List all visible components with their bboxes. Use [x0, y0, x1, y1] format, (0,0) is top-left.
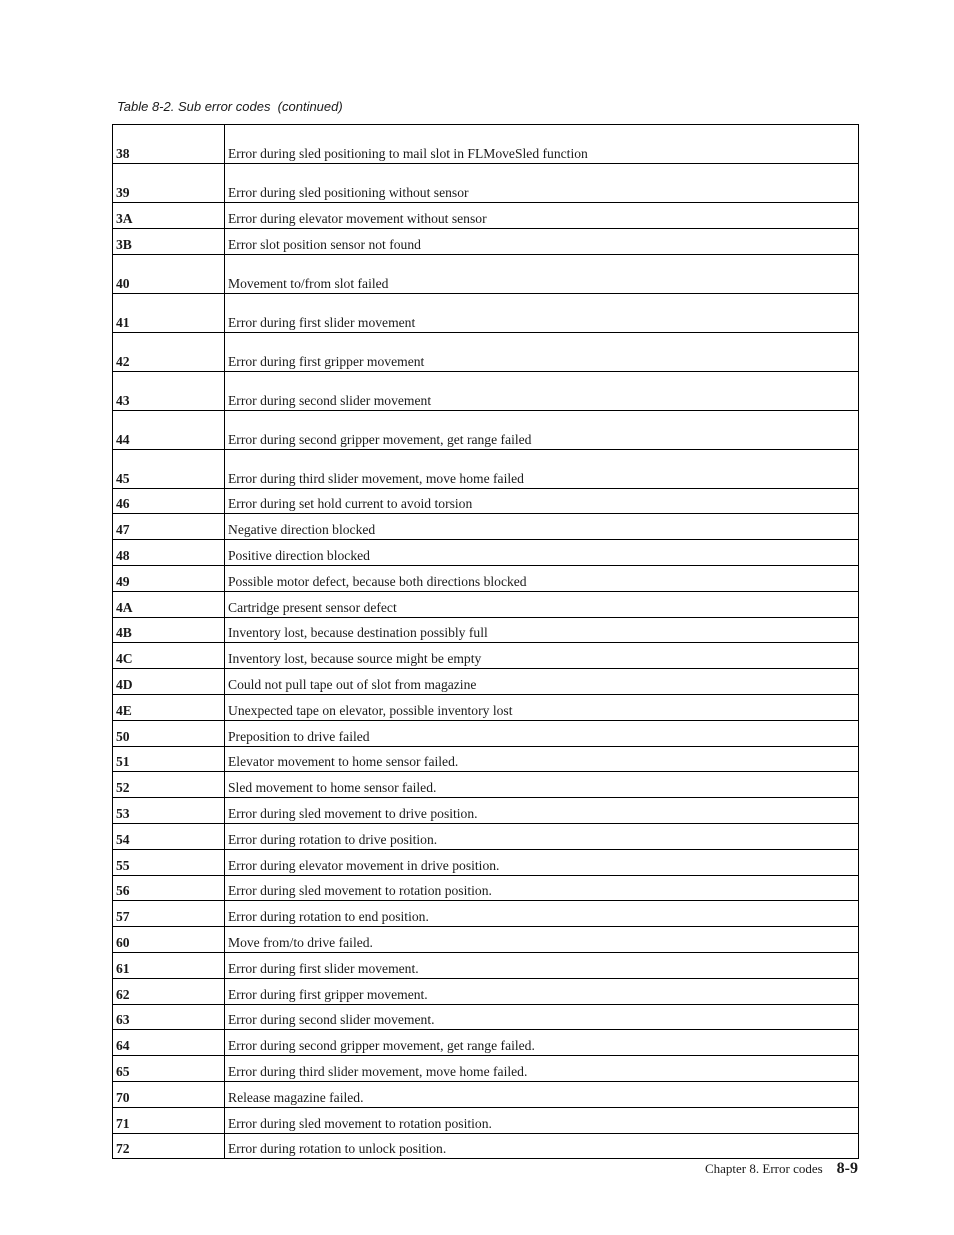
error-code-cell: 52 [113, 772, 225, 798]
table-row [113, 1030, 859, 1056]
table-body [113, 125, 859, 1159]
error-code-cell: 56 [113, 875, 225, 901]
table-row [113, 488, 859, 514]
error-code-cell: 42 [113, 332, 225, 371]
error-code-cell: 65 [113, 1056, 225, 1082]
table-row [113, 1081, 859, 1107]
error-description-cell: Error during set hold current to avoid torsion [225, 488, 859, 514]
error-description-cell: Error during second slider movement [225, 371, 859, 410]
error-code-cell: 49 [113, 565, 225, 591]
error-description-cell: Preposition to drive failed [225, 720, 859, 746]
table-row [113, 332, 859, 371]
table-row [113, 798, 859, 824]
error-code-cell: 4C [113, 643, 225, 669]
error-code-cell: 70 [113, 1081, 225, 1107]
table-row [113, 694, 859, 720]
table-row [113, 293, 859, 332]
error-description-cell: Error during third slider movement, move home failed. [225, 1056, 859, 1082]
table-row [113, 746, 859, 772]
error-description-cell: Inventory lost, because destination possibly full [225, 617, 859, 643]
table-row [113, 514, 859, 540]
table-row [113, 410, 859, 449]
error-description-cell: Possible motor defect, because both directions blocked [225, 565, 859, 591]
sub-error-codes-table [112, 124, 859, 1159]
error-code-cell: 38 [113, 125, 225, 164]
table-row [113, 875, 859, 901]
error-code-cell: 55 [113, 849, 225, 875]
table-row [113, 849, 859, 875]
table-row [113, 823, 859, 849]
table-row [113, 540, 859, 566]
error-description-cell: Error during first slider movement. [225, 952, 859, 978]
chapter-title: Chapter 8. Error codes [704, 1161, 823, 1176]
error-code-cell: 54 [113, 823, 225, 849]
error-code-cell: 62 [113, 978, 225, 1004]
table-row [113, 1107, 859, 1133]
table-row [113, 978, 859, 1004]
error-description-cell: Negative direction blocked [225, 514, 859, 540]
error-code-cell: 50 [113, 720, 225, 746]
error-description-cell: Error during first slider movement [225, 293, 859, 332]
error-code-cell: 4B [113, 617, 225, 643]
error-description-cell: Error during rotation to drive position. [225, 823, 859, 849]
table-row [113, 254, 859, 293]
table-row [113, 1133, 859, 1159]
table-row [113, 901, 859, 927]
table-row [113, 669, 859, 695]
error-description-cell: Error during sled positioning without sensor [225, 164, 859, 203]
error-code-cell: 46 [113, 488, 225, 514]
error-description-cell: Error during elevator movement in drive position. [225, 849, 859, 875]
error-code-cell: 3B [113, 228, 225, 254]
error-description-cell: Could not pull tape out of slot from magazine [225, 669, 859, 695]
table-row [113, 643, 859, 669]
error-code-cell: 72 [113, 1133, 225, 1159]
error-description-cell: Error during second gripper movement, get range failed [225, 410, 859, 449]
table-row [113, 591, 859, 617]
error-description-cell: Cartridge present sensor defect [225, 591, 859, 617]
table-row [113, 1004, 859, 1030]
error-description-cell: Error during elevator movement without sensor [225, 203, 859, 229]
table-row [113, 720, 859, 746]
error-code-cell: 61 [113, 952, 225, 978]
error-code-cell: 40 [113, 254, 225, 293]
error-code-cell: 51 [113, 746, 225, 772]
table-row [113, 164, 859, 203]
error-description-cell: Release magazine failed. [225, 1081, 859, 1107]
error-code-cell: 53 [113, 798, 225, 824]
error-code-cell: 47 [113, 514, 225, 540]
error-code-cell: 3A [113, 203, 225, 229]
error-description-cell: Movement to/from slot failed [225, 254, 859, 293]
table-caption: Table 8-2. Sub error codes (continued) [117, 99, 343, 114]
page-footer [705, 1160, 858, 1178]
error-description-cell: Error during second slider movement. [225, 1004, 859, 1030]
error-description-cell: Error during third slider movement, move home failed [225, 449, 859, 488]
error-code-cell: 41 [113, 293, 225, 332]
error-code-cell: 39 [113, 164, 225, 203]
error-description-cell: Error during rotation to unlock position. [225, 1133, 859, 1159]
table-row [113, 565, 859, 591]
error-code-cell: 57 [113, 901, 225, 927]
error-description-cell: Move from/to drive failed. [225, 927, 859, 953]
error-description-cell: Error during rotation to end position. [225, 901, 859, 927]
error-code-cell: 44 [113, 410, 225, 449]
error-code-cell: 45 [113, 449, 225, 488]
table-row [113, 617, 859, 643]
table-row [113, 228, 859, 254]
error-description-cell: Inventory lost, because source might be empty [225, 643, 859, 669]
table-row [113, 952, 859, 978]
error-description-cell: Error slot position sensor not found [225, 228, 859, 254]
table-row [113, 772, 859, 798]
error-description-cell: Error during sled movement to drive position. [225, 798, 859, 824]
error-code-cell: 4D [113, 669, 225, 695]
error-description-cell: Error during first gripper movement. [225, 978, 859, 1004]
error-code-cell: 43 [113, 371, 225, 410]
table-row [113, 927, 859, 953]
table-row [113, 371, 859, 410]
error-code-cell: 4E [113, 694, 225, 720]
error-description-cell: Elevator movement to home sensor failed. [225, 746, 859, 772]
table-row [113, 125, 859, 164]
error-code-cell: 60 [113, 927, 225, 953]
error-description-cell: Error during first gripper movement [225, 332, 859, 371]
error-description-cell: Error during sled movement to rotation position. [225, 875, 859, 901]
error-description-cell: Positive direction blocked [225, 540, 859, 566]
page-number: 8-9 [836, 1160, 858, 1177]
error-code-cell: 71 [113, 1107, 225, 1133]
error-code-cell: 64 [113, 1030, 225, 1056]
error-description-cell: Error during sled movement to rotation position. [225, 1107, 859, 1133]
error-code-cell: 4A [113, 591, 225, 617]
table-row [113, 1056, 859, 1082]
error-description-cell: Unexpected tape on elevator, possible inventory lost [225, 694, 859, 720]
error-code-cell: 48 [113, 540, 225, 566]
table-row [113, 449, 859, 488]
error-description-cell: Sled movement to home sensor failed. [225, 772, 859, 798]
error-description-cell: Error during sled positioning to mail slot in FLMoveSled function [225, 125, 859, 164]
error-description-cell: Error during second gripper movement, get range failed. [225, 1030, 859, 1056]
error-code-cell: 63 [113, 1004, 225, 1030]
table-row [113, 203, 859, 229]
